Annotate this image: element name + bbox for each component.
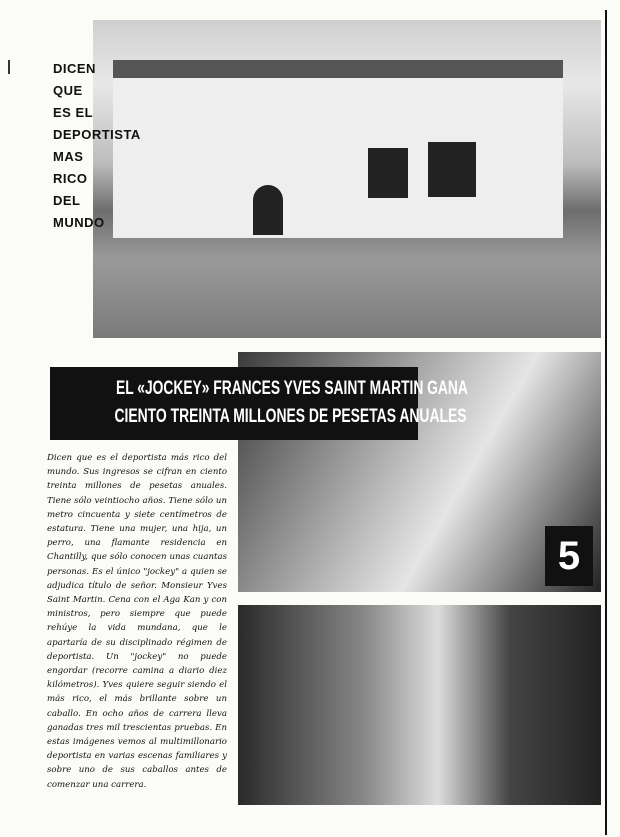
column-rule [605, 10, 607, 835]
kicker-line: DEL [53, 193, 81, 208]
kicker-line: RICO [53, 171, 88, 186]
headline-line-1 [50, 375, 468, 403]
photo-family-scene [238, 605, 601, 805]
garage-door [368, 148, 408, 198]
kicker-line: MUNDO [53, 215, 105, 230]
headline-banner [50, 367, 468, 440]
kicker-line: DICEN [53, 61, 96, 76]
article-body: Dicen que es el deportista más rico del mundo. Sus ingresos se cifran en ciento treinta millones de pesetas anuales. Tiene sólo veintiocho años. Tiene sólo un metro cincuenta y siete centímetros de estatura. Tiene una mujer, una hija, un perro, una flamante residencia en Chantilly, que sólo conocen unas cuantas personas. Es el único "jockey" a quien se adjudica título de señor. Monsieur Yves Saint Martin. Cena con el Aga Kan y con ministros, pero siempre que puede rehúye la vida mundana, que le apartaría de su disciplinado régimen de deportista. Un "jockey" no puede engordar (recorre camina a diario diez kilómetros). Yves quiere seguir siendo el más rico, el más brillante sobre un caballo. En ocho años de carrera lleva ganadas tres mil trescientas pruebas. En estas imágenes vemos al multimillonario deportista en varias escenas familiares y sobre uno de sus caballos antes de comenzar una carrera. [47, 453, 227, 790]
figure-silhouette [253, 185, 283, 235]
garage-door [428, 142, 476, 197]
headline-text: CIENTO TREINTA MILLONES DE PESETAS ANUALES [114, 406, 467, 427]
margin-mark [8, 60, 10, 74]
headline-line-2 [50, 403, 467, 431]
headline-text: EL «JOCKEY» FRANCES YVES SAINT MARTIN GANA [116, 378, 468, 399]
kicker-line: DEPORTISTA [53, 127, 141, 142]
kicker-line: ES EL [53, 105, 94, 120]
kicker-line: MAS [53, 149, 84, 164]
kicker-line: QUE [53, 83, 83, 98]
house-shape [113, 60, 563, 238]
kicker-text [53, 58, 163, 234]
race-number: 5 [545, 526, 593, 586]
photo-residence [93, 20, 601, 338]
